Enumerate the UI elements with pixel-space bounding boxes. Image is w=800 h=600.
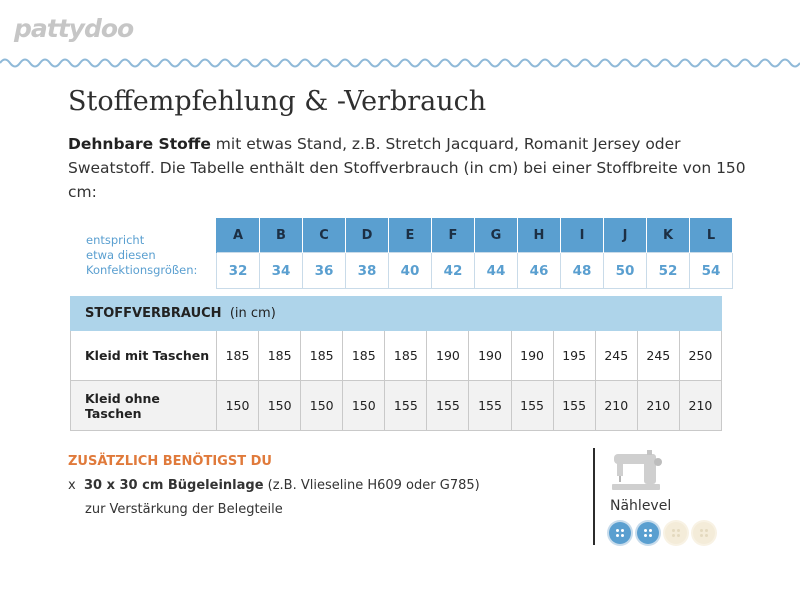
size-letter: B bbox=[260, 218, 303, 253]
size-label-line: entspricht bbox=[86, 233, 145, 247]
size-letter: D bbox=[346, 218, 389, 253]
size-letter: K bbox=[647, 218, 690, 253]
size-letter: E bbox=[389, 218, 432, 253]
size-number: 36 bbox=[303, 253, 346, 289]
extra-item-note: zur Verstärkung der Belegteile bbox=[85, 502, 283, 517]
usage-header-unit: (in cm) bbox=[229, 306, 276, 321]
usage-value: 185 bbox=[259, 331, 301, 381]
usage-value: 190 bbox=[469, 331, 511, 381]
usage-value: 250 bbox=[679, 331, 721, 381]
row-label: Kleid mit Taschen bbox=[71, 331, 217, 381]
size-number: 48 bbox=[561, 253, 604, 289]
usage-value: 210 bbox=[595, 381, 637, 431]
size-letter: J bbox=[604, 218, 647, 253]
sewing-level-rating bbox=[609, 522, 715, 544]
usage-value: 155 bbox=[427, 381, 469, 431]
intro-bold: Dehnbare Stoffe bbox=[68, 135, 211, 153]
usage-value: 185 bbox=[301, 331, 343, 381]
size-table-label bbox=[86, 233, 197, 278]
size-table bbox=[216, 218, 733, 289]
usage-value: 155 bbox=[385, 381, 427, 431]
size-label-line: etwa diesen bbox=[86, 248, 156, 262]
usage-header-row bbox=[71, 297, 722, 331]
extra-item-marker: x bbox=[68, 478, 76, 493]
usage-value: 195 bbox=[553, 331, 595, 381]
size-number: 44 bbox=[475, 253, 518, 289]
wave-divider bbox=[0, 56, 800, 70]
usage-value: 210 bbox=[679, 381, 721, 431]
usage-value: 190 bbox=[511, 331, 553, 381]
extra-item-detail: (z.B. Vlieseline H609 oder G785) bbox=[263, 478, 480, 493]
button-icon bbox=[637, 522, 659, 544]
size-letter: C bbox=[303, 218, 346, 253]
intro-text bbox=[68, 132, 748, 204]
size-letter: I bbox=[561, 218, 604, 253]
size-letters-row bbox=[217, 218, 733, 253]
sewing-machine-icon bbox=[610, 450, 664, 492]
fabric-usage-table bbox=[70, 296, 722, 431]
usage-header-title: STOFFVERBRAUCH bbox=[85, 306, 222, 321]
usage-value: 185 bbox=[217, 331, 259, 381]
intro-rest: mit etwas Stand, z.B. Stretch Jacquard, Romanit Jersey oder Sweatstoff. Die Tabelle enthält den Stoffverbrauch (in cm) bei einer Stoffbreite von 150 cm: bbox=[68, 135, 746, 201]
size-number: 50 bbox=[604, 253, 647, 289]
usage-value: 150 bbox=[259, 381, 301, 431]
button-icon bbox=[693, 522, 715, 544]
size-letter: H bbox=[518, 218, 561, 253]
size-numbers-row bbox=[217, 253, 733, 289]
usage-value: 185 bbox=[385, 331, 427, 381]
size-letter: G bbox=[475, 218, 518, 253]
size-number: 54 bbox=[690, 253, 733, 289]
extra-item-bold: 30 x 30 cm Bügeleinlage bbox=[83, 478, 264, 493]
row-label: Kleid ohne Taschen bbox=[71, 381, 217, 431]
usage-value: 155 bbox=[511, 381, 553, 431]
usage-value: 150 bbox=[217, 381, 259, 431]
size-number: 34 bbox=[260, 253, 303, 289]
button-icon bbox=[609, 522, 631, 544]
usage-value: 150 bbox=[301, 381, 343, 431]
usage-value: 245 bbox=[595, 331, 637, 381]
sewing-level-label: Nählevel bbox=[610, 498, 672, 514]
button-icon bbox=[665, 522, 687, 544]
table-row bbox=[71, 381, 722, 431]
extra-materials-heading: ZUSÄTZLICH BENÖTIGST DU bbox=[68, 454, 272, 469]
size-label-line: Konfektionsgrößen: bbox=[86, 263, 198, 277]
usage-header bbox=[71, 297, 722, 331]
size-letter: F bbox=[432, 218, 475, 253]
usage-value: 245 bbox=[637, 331, 679, 381]
usage-value: 190 bbox=[427, 331, 469, 381]
divider bbox=[593, 448, 595, 545]
size-letter: L bbox=[690, 218, 733, 253]
usage-value: 210 bbox=[637, 381, 679, 431]
size-number: 46 bbox=[518, 253, 561, 289]
size-number: 38 bbox=[346, 253, 389, 289]
size-number: 32 bbox=[217, 253, 260, 289]
table-row bbox=[71, 331, 722, 381]
page-title: Stoffempfehlung & -Verbrauch bbox=[68, 86, 487, 117]
size-number: 42 bbox=[432, 253, 475, 289]
extra-item bbox=[68, 478, 480, 493]
usage-value: 155 bbox=[469, 381, 511, 431]
usage-value: 155 bbox=[553, 381, 595, 431]
usage-value: 185 bbox=[343, 331, 385, 381]
size-number: 52 bbox=[647, 253, 690, 289]
pattydoo-logo[interactable]: pattydoo bbox=[14, 14, 134, 43]
size-letter: A bbox=[217, 218, 260, 253]
size-number: 40 bbox=[389, 253, 432, 289]
usage-value: 150 bbox=[343, 381, 385, 431]
